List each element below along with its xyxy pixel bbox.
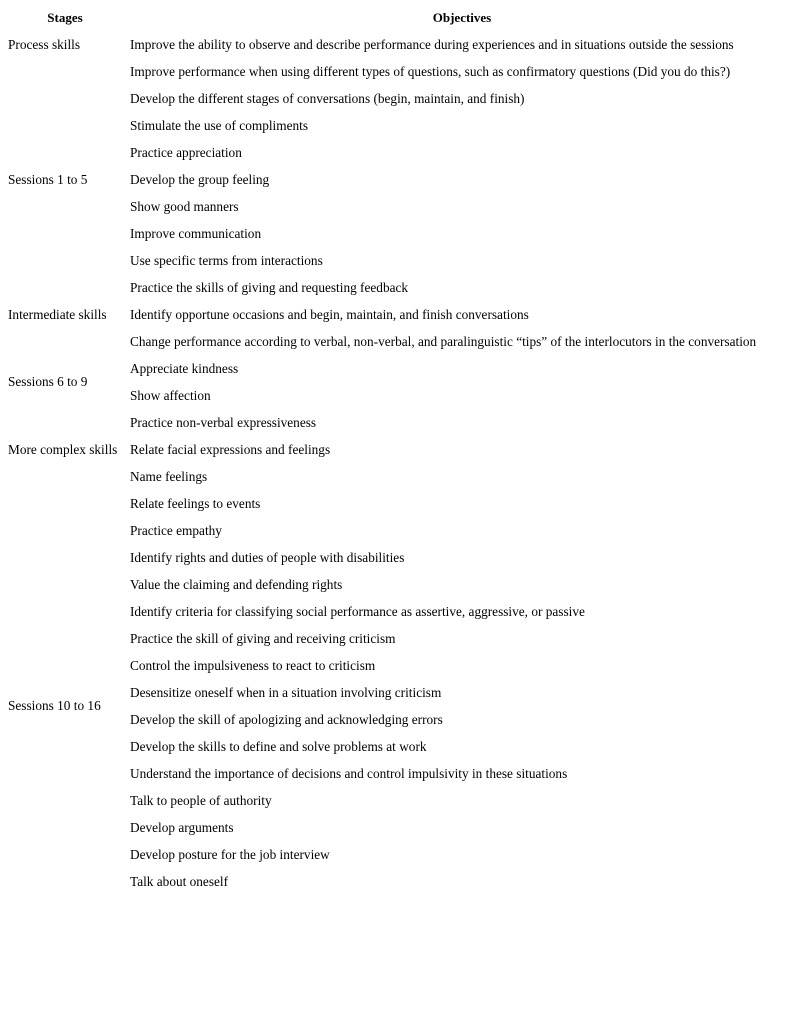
objective-cell: Practice the skill of giving and receiving criticism bbox=[130, 631, 396, 646]
table-row bbox=[0, 58, 802, 85]
table-row bbox=[0, 787, 802, 814]
table-row bbox=[0, 517, 802, 544]
objective-cell: Improve the ability to observe and describe performance during experiences and in situations outside the sessions bbox=[130, 37, 734, 52]
table-row bbox=[0, 463, 802, 490]
objective-cell: Identify opportune occasions and begin, maintain, and finish conversations bbox=[130, 307, 529, 322]
objective-cell: Appreciate kindness bbox=[130, 361, 239, 376]
table-row bbox=[0, 841, 802, 868]
table-row bbox=[0, 625, 802, 652]
objective-cell: Develop the skill of apologizing and acknowledging errors bbox=[130, 712, 443, 727]
objective-cell: Relate feelings to events bbox=[130, 496, 261, 511]
objective-cell: Show affection bbox=[130, 388, 211, 403]
objective-cell: Practice non-verbal expressiveness bbox=[130, 415, 317, 430]
table-row bbox=[0, 112, 802, 139]
objective-cell: Practice empathy bbox=[130, 523, 222, 538]
objective-cell: Understand the importance of decisions and control impulsivity in these situations bbox=[130, 766, 568, 781]
table-row bbox=[0, 490, 802, 517]
table-row bbox=[0, 31, 802, 58]
objective-cell: Control the impulsiveness to react to criticism bbox=[130, 658, 376, 673]
table-row bbox=[0, 598, 802, 625]
stage-cell: Sessions 1 to 5 bbox=[8, 172, 88, 187]
objective-cell: Desensitize oneself when in a situation involving criticism bbox=[130, 685, 442, 700]
table-row bbox=[0, 814, 802, 841]
table-row bbox=[0, 733, 802, 760]
objective-cell: Show good manners bbox=[130, 199, 239, 214]
table-row bbox=[0, 355, 802, 389]
objective-cell: Name feelings bbox=[130, 469, 208, 484]
table-row bbox=[0, 652, 802, 679]
table-row bbox=[0, 868, 802, 895]
objective-cell: Relate facial expressions and feelings bbox=[130, 442, 331, 457]
table-row bbox=[0, 571, 802, 598]
objective-cell: Identify criteria for classifying social performance as assertive, aggressive, or passive bbox=[130, 604, 585, 619]
table-row bbox=[0, 139, 802, 166]
table-row bbox=[0, 544, 802, 571]
objective-cell: Talk to people of authority bbox=[130, 793, 272, 808]
objective-cell: Develop the different stages of conversations (begin, maintain, and finish) bbox=[130, 91, 525, 106]
objective-cell: Practice appreciation bbox=[130, 145, 242, 160]
table-row bbox=[0, 706, 802, 733]
objective-cell: Talk about oneself bbox=[130, 874, 229, 889]
table-row bbox=[0, 328, 802, 355]
table-row bbox=[0, 193, 802, 220]
table-row bbox=[0, 382, 802, 409]
objective-cell: Develop posture for the job interview bbox=[130, 847, 330, 862]
table-row bbox=[0, 85, 802, 112]
table-row bbox=[0, 166, 802, 193]
table-row bbox=[0, 247, 802, 274]
stages-column-header: Stages bbox=[47, 10, 83, 25]
objective-cell: Value the claiming and defending rights bbox=[130, 577, 343, 592]
table-row bbox=[0, 301, 802, 328]
table-row bbox=[0, 679, 802, 713]
stage-cell: Process skills bbox=[8, 37, 81, 52]
table-row bbox=[0, 220, 802, 247]
stage-cell: Sessions 6 to 9 bbox=[8, 374, 88, 389]
table-row bbox=[0, 409, 802, 436]
table-header bbox=[0, 4, 802, 31]
objective-cell: Improve performance when using different types of questions, such as confirmatory questions (Did you do this?) bbox=[130, 64, 731, 79]
table-row bbox=[0, 274, 802, 301]
objective-cell: Develop the group feeling bbox=[130, 172, 270, 187]
table-row bbox=[0, 436, 802, 463]
stage-cell: More complex skills bbox=[8, 442, 118, 457]
objective-cell: Stimulate the use of compliments bbox=[130, 118, 309, 133]
objective-cell: Change performance according to verbal, non-verbal, and paralinguistic “tips” of the interlocutors in the conversation bbox=[130, 334, 757, 349]
objectives-column-header: Objectives bbox=[432, 10, 492, 25]
stage-cell: Sessions 10 to 16 bbox=[8, 698, 101, 713]
stage-cell: Intermediate skills bbox=[8, 307, 107, 322]
objective-cell: Develop the skills to define and solve problems at work bbox=[130, 739, 427, 754]
objective-cell: Identify rights and duties of people with disabilities bbox=[130, 550, 405, 565]
objective-cell: Develop arguments bbox=[130, 820, 234, 835]
table-row bbox=[0, 760, 802, 787]
objective-cell: Use specific terms from interactions bbox=[130, 253, 323, 268]
objective-cell: Practice the skills of giving and requesting feedback bbox=[130, 280, 409, 295]
objectives-table bbox=[0, 4, 802, 895]
objective-cell: Improve communication bbox=[130, 226, 262, 241]
table-body bbox=[0, 31, 802, 895]
